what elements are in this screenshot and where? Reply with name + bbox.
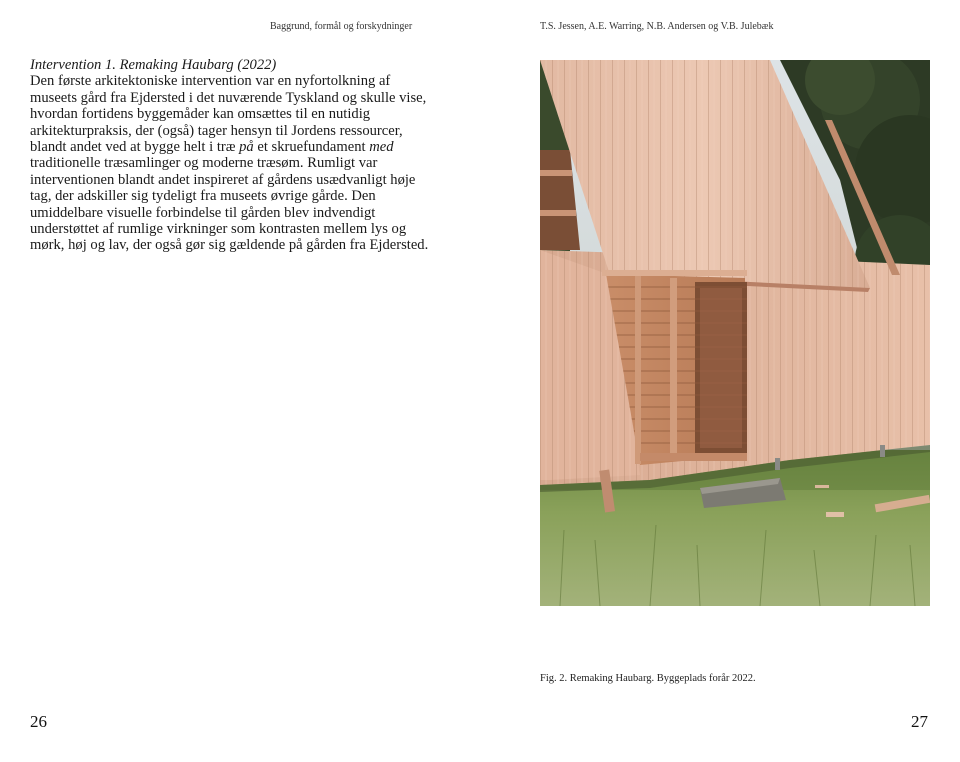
section-heading: Intervention 1. Remaking Haubarg (2022) xyxy=(30,57,277,73)
page-number-left: 26 xyxy=(30,712,47,731)
body-text xyxy=(30,57,430,254)
figure-caption: Fig. 2. Remaking Haubarg. Byggeplads forår 2022. xyxy=(540,673,756,684)
emphasis-med: med xyxy=(369,139,394,156)
running-head-left: Baggrund, formål og forskydninger xyxy=(270,21,413,32)
emphasis-pa: på xyxy=(239,139,254,156)
running-head-right: T.S. Jessen, A.E. Warring, N.B. Andersen og V.B. Julebæk xyxy=(540,21,774,32)
page-number-right: 27 xyxy=(911,712,928,731)
body-paragraph xyxy=(30,73,430,253)
figure-photo xyxy=(540,60,930,606)
body-text-part1: Den første arkitektoniske intervention var en nyfortolkning af museets gård fra Ejdersted i det nuværende Tyskland og skulle vise, hvordan fortidens byggemåder kan omsættes til en nutidig arkitekturpraksis, der (også) tager hensyn til Jordens ressourcer, blandt andet ved at bygge helt i træ xyxy=(30,73,427,156)
body-text-part3: traditionelle træsamlinger og moderne træsøm. Rumligt var interventionen blandt andet inspireret af gårdens usædvanligt høje tag, der adskiller sig tydeligt fra museets øvrige gårde. Den umiddelbare visuelle forbindelse til gården blev indvendigt understøttet af rumlige virkninger som kontrasten mellem lys og mørk, høj og lav, der også gør sig gældende på gården fra Ejdersted. xyxy=(30,155,429,254)
photo-illustration xyxy=(540,60,930,606)
body-text-part2: et skruefundament xyxy=(253,139,370,156)
